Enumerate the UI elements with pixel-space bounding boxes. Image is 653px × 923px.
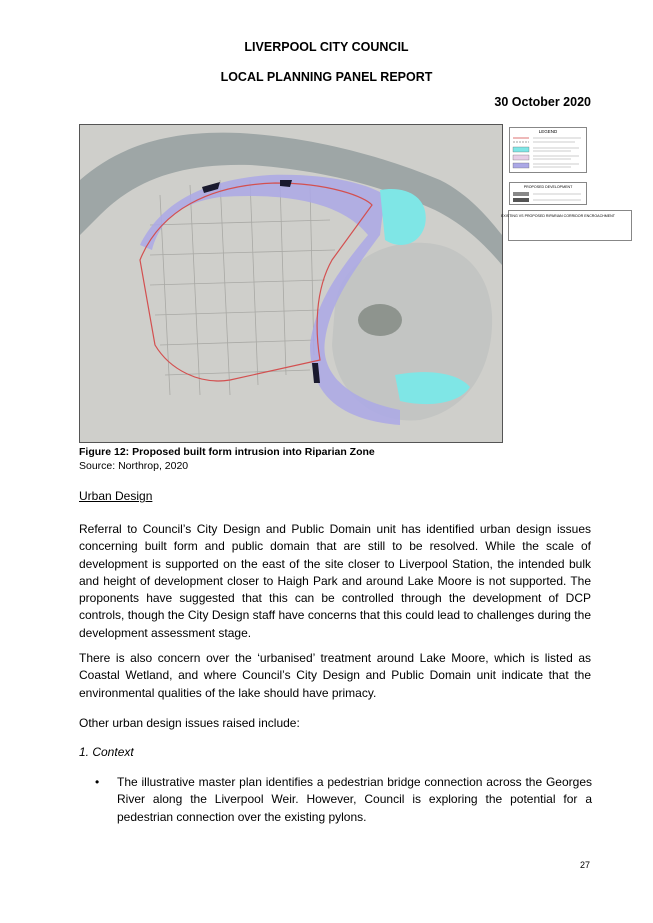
paragraph-2: There is also concern over the ‘urbanised’ treatment around Lake Moore, which is listed as Coastal Wetland, and where Council’s City Design and Public Domain unit indicate that the environmental qualities of the lake should have primacy. [79,651,591,700]
list-heading-context: 1. Context [79,745,134,759]
legend-graphic [501,127,615,247]
page-number: 27 [580,860,591,870]
map-legend [501,127,615,252]
report-title: LOCAL PLANNING PANEL REPORT [220,70,433,84]
legend-development-title: PROPOSED DEVELOPMENT [523,185,573,189]
bullet-text: The illustrative master plan identifies a pedestrian bridge connection across the Georges River along the Liverpool Weir. However, Council is exploring the potential for a pedestrian connection over the existing pylons. [117,775,592,824]
council-name: LIVERPOOL CITY COUNCIL [244,40,409,54]
figure-source: Source: Northrop, 2020 [79,460,189,472]
figure-caption: Figure 12: Proposed built form intrusion into Riparian Zone [79,446,375,458]
report-date: 30 October 2020 [494,95,591,109]
legend-encroachment-title: EXISTING VS PROPOSED RIPARIAN CORRIDOR ENCROACHMENT [501,214,615,218]
lake-island [358,304,402,336]
paragraph-3: Other urban design issues raised include: [79,716,300,730]
paragraph-1: Referral to Council’s City Design and Public Domain unit has identified urban design issues concerning built form and public domain that are still to be resolved. While the scale of development is supported on the east of the site closer to Liverpool Station, the intended bulk and height of development closer to Haigh Park and around Lake Moore is not supported. The proponents have suggested that this can be controlled through the development of DCP controls, though the City Design staff have concerns that this could lead to challenges during the development assessment stage. [79,522,591,640]
riparian-map-figure [79,124,503,443]
bullet-symbol: • [95,775,100,789]
riparian-map [80,125,502,442]
legend-title: LEGEND [538,129,558,134]
section-heading: Urban Design [79,489,153,503]
